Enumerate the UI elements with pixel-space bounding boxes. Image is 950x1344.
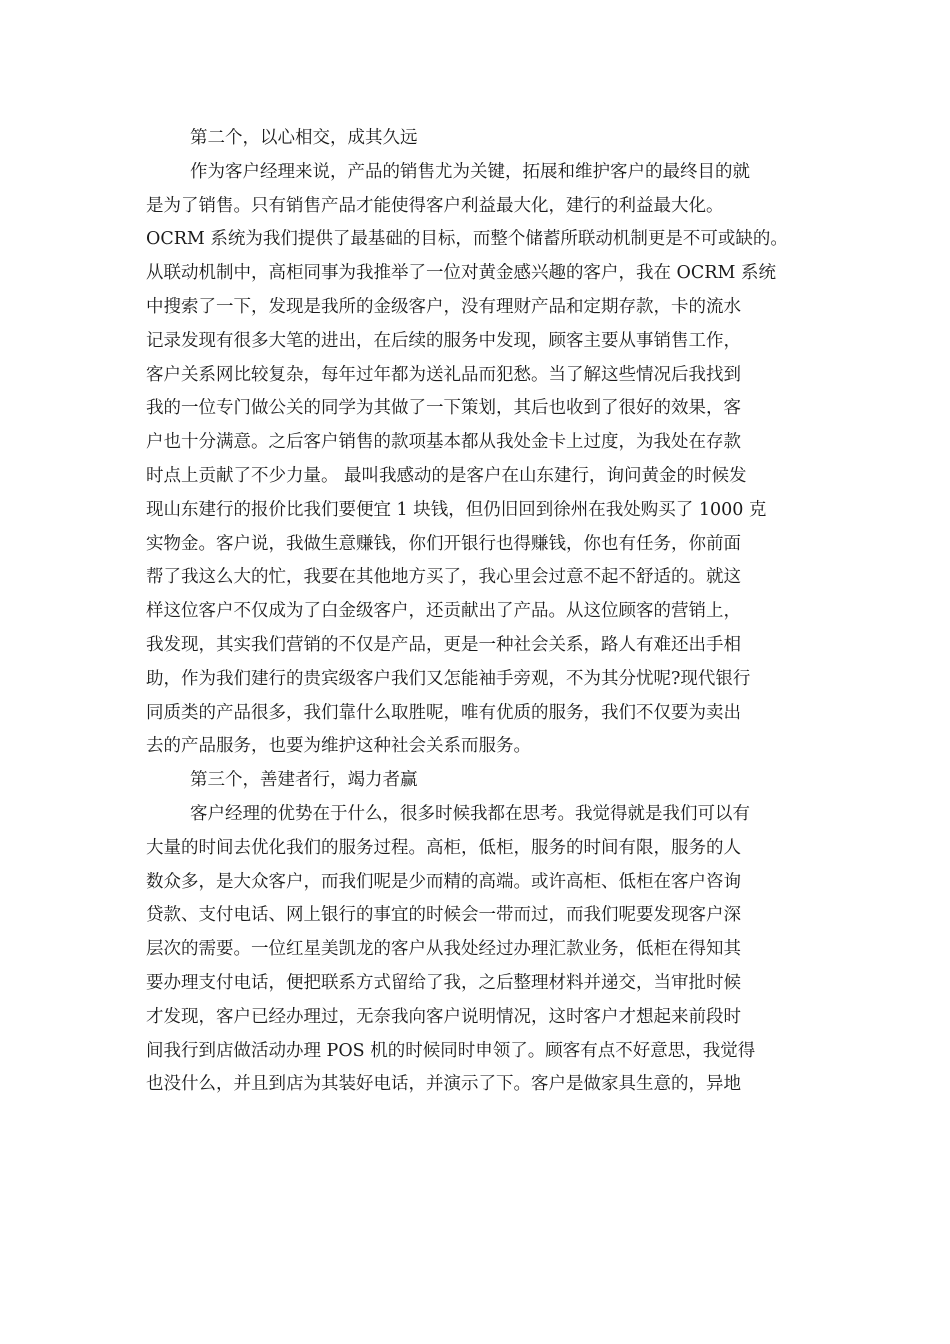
paragraph-first-line: 客户经理的优势在于什么，很多时候我都在思考。我觉得就是我们可以有 [190, 803, 750, 824]
text-line: 要办理支付电话，便把联系方式留给了我，之后整理材料并递交，当审批时候 [146, 972, 741, 993]
text-line: 我的一位专门做公关的同学为其做了一下策划，其后也收到了很好的效果，客 [146, 398, 741, 419]
text-line: 去的产品服务，也要为维护这种社会关系而服务。 [146, 736, 531, 757]
paragraph-first-line: 作为客户经理来说，产品的销售尤为关键，拓展和维护客户的最终目的就 [190, 161, 750, 182]
text-line: 我发现，其实我们营销的不仅是产品，更是一种社会关系，路人有难还出手相 [146, 634, 741, 655]
text-line: 帮了我这么大的忙，我要在其他地方买了，我心里会过意不起不舒适的。就这 [146, 567, 741, 588]
text-line: 样这位客户不仅成为了白金级客户，还贡献出了产品。从这位顾客的营销上， [146, 601, 741, 622]
text-line: 也没什么，并且到店为其装好电话，并演示了下。客户是做家具生意的，异地 [146, 1074, 741, 1095]
text-line: 助，作为我们建行的贵宾级客户我们又怎能袖手旁观，不为其分忧呢?现代银行 [146, 668, 751, 689]
text-line: 才发现，客户已经办理过，无奈我向客户说明情况，这时客户才想起来前段时 [146, 1006, 741, 1027]
text-line: 数众多，是大众客户，而我们呢是少而精的高端。或许高柜、低柜在客户咨询 [146, 871, 741, 892]
text-line: OCRM 系统为我们提供了最基础的目标，而整个储蓄所联动机制更是不可或缺的。 [146, 229, 788, 250]
text-line: 从联动机制中，高柜同事为我推举了一位对黄金感兴趣的客户，我在 OCRM 系统 [146, 263, 776, 284]
paragraph-first-line: 第二个，以心相交，成其久远 [190, 128, 418, 148]
text-line: 是为了销售。只有销售产品才能使得客户利益最大化，建行的利益最大化。 [146, 195, 724, 216]
text-line: 实物金。客户说，我做生意赚钱，你们开银行也得赚钱，你也有任务，你前面 [146, 533, 741, 554]
text-line: 记录发现有很多大笔的进出，在后续的服务中发现，顾客主要从事销售工作， [146, 330, 741, 351]
text-line: 层次的需要。一位红星美凯龙的客户从我处经过办理汇款业务，低柜在得知其 [146, 939, 741, 960]
text-line: 同质类的产品很多，我们靠什么取胜呢，唯有优质的服务，我们不仅要为卖出 [146, 702, 741, 723]
paragraph-first-line: 第三个，善建者行，竭力者赢 [190, 770, 418, 791]
text-line: 客户关系网比较复杂，每年过年都为送礼品而犯愁。当了解这些情况后我找到 [146, 364, 741, 385]
text-line: 现山东建行的报价比我们要便宜 1 块钱，但仍旧回到徐州在我处购买了 1000 克 [146, 499, 767, 520]
text-line: 时点上贡献了不少力量。 最叫我感动的是客户在山东建行，询问黄金的时候发 [146, 465, 747, 486]
document-body [146, 122, 806, 1102]
text-line: 户也十分满意。之后客户销售的款项基本都从我处金卡上过度，为我处在存款 [146, 432, 741, 453]
text-line: 大量的时间去优化我们的服务过程。高柜，低柜，服务的时间有限，服务的人 [146, 837, 741, 858]
text-line: 贷款、支付电话、网上银行的事宜的时候会一带而过，而我们呢要发现客户深 [146, 905, 741, 926]
text-line: 中搜索了一下，发现是我所的金级客户，没有理财产品和定期存款，卡的流水 [146, 296, 741, 317]
text-line: 间我行到店做活动办理 POS 机的时候同时申领了。顾客有点不好意思，我觉得 [146, 1040, 756, 1061]
